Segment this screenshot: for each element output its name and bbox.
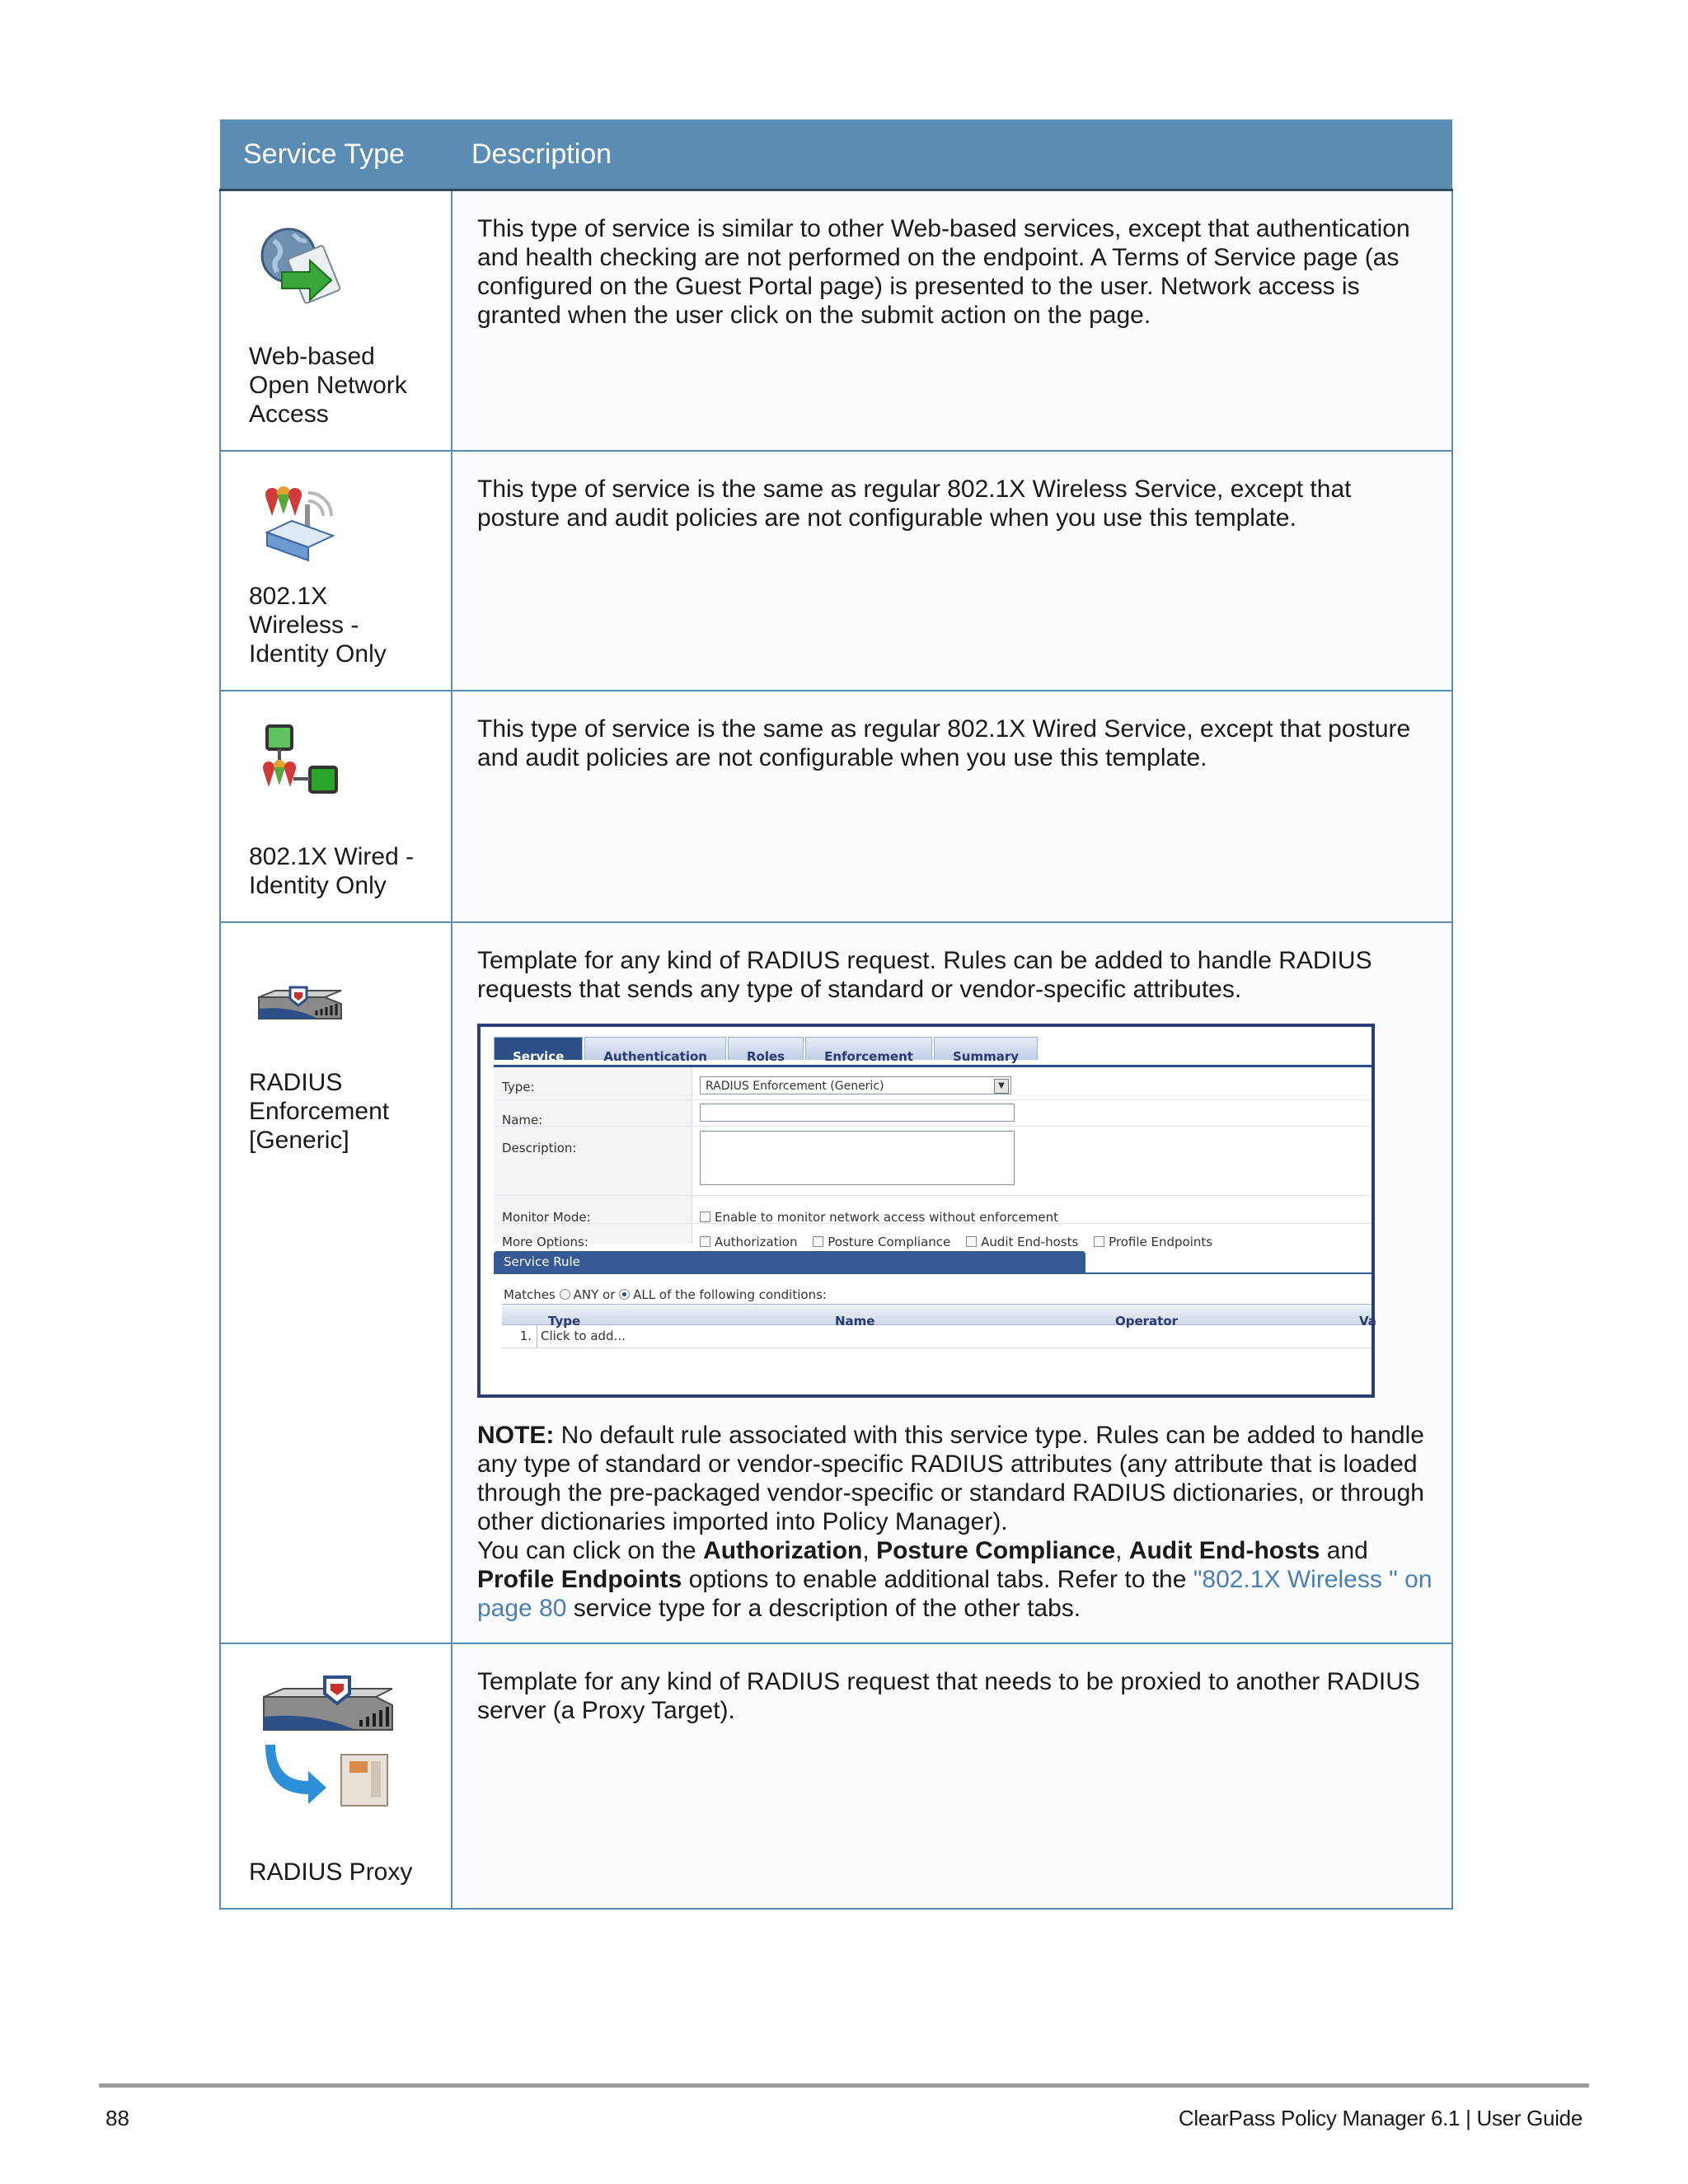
posture-term: Posture Compliance — [876, 1537, 1116, 1564]
description-cell — [452, 1643, 1452, 1909]
footer-divider — [99, 2083, 1589, 2088]
row-description: This type of service is the same as regular 802.1X Wired Service, except that posture and audit policies are not configurable when you use this template. — [477, 715, 1411, 771]
monitor-label: Monitor Mode: — [502, 1210, 591, 1225]
service-type-cell — [220, 922, 452, 1643]
audit-checkbox[interactable] — [966, 1236, 977, 1247]
type-select[interactable] — [700, 1076, 1011, 1094]
name-row — [494, 1101, 1372, 1127]
row-description: Template for any kind of RADIUS request that needs to be proxied to another RADIUS server (a Proxy Target). — [477, 1668, 1420, 1724]
tab-service[interactable]: Service — [494, 1037, 583, 1060]
row-description: Template for any kind of RADIUS request. Rules can be added to handle RADIUS requests that sends any type of standard or vendor-specific attributes. — [477, 947, 1372, 1003]
note-text: No default rule associated with this service type. Rules can be added to handle any type of standard or vendor-specific RADIUS attributes (any attribute that is loaded through the pre-packaged vendor-specific or standard RADIUS dictionaries, or through other dictionaries imported into Policy Manager). — [477, 1422, 1424, 1535]
page-number: 88 — [106, 2106, 129, 2130]
service-rule-header: Service Rule — [494, 1251, 1085, 1272]
service-types-table — [219, 120, 1453, 1910]
service-type-label: Web-based Open Network Access — [249, 343, 407, 428]
table-row — [220, 451, 1452, 691]
authorization-option-label: Authorization — [715, 1235, 798, 1249]
rules-grid-header — [502, 1304, 1376, 1329]
description-label: Description: — [502, 1141, 577, 1155]
column-operator: Operator — [1115, 1314, 1179, 1329]
authorization-term: Authorization — [703, 1537, 863, 1564]
monitor-row — [494, 1200, 1372, 1224]
name-input[interactable] — [700, 1104, 1015, 1122]
profile-option-label: Profile Endpoints — [1109, 1235, 1213, 1249]
click-to-add-cell[interactable]: Click to add... — [537, 1324, 626, 1347]
table-row — [220, 691, 1452, 922]
or-label: or — [603, 1287, 616, 1302]
more-options-row — [494, 1225, 1372, 1249]
note-paragraph — [477, 1421, 1435, 1536]
type-select-value: RADIUS Enforcement (Generic) — [706, 1080, 884, 1093]
header-service-type: Service Type — [220, 120, 452, 190]
row-number: 1. — [519, 1329, 532, 1343]
profile-checkbox[interactable] — [1094, 1236, 1104, 1247]
service-type-cell — [220, 691, 452, 922]
type-row — [494, 1070, 1372, 1100]
all-radio[interactable] — [619, 1289, 630, 1300]
monitor-option-label: Enable to monitor network access without enforcement — [715, 1210, 1059, 1225]
options-paragraph — [477, 1536, 1435, 1623]
wireless-page-link[interactable]: "802.1X Wireless " on page 80 — [477, 1566, 1432, 1622]
footer-title: ClearPass Policy Manager 6.1 | User Guide — [1178, 2106, 1582, 2130]
service-config-screenshot — [477, 1024, 1375, 1398]
service-type-label: 802.1X Wired - Identity Only — [249, 843, 415, 899]
service-type-label: RADIUS Enforcement [Generic] — [249, 1069, 390, 1154]
table-row — [220, 922, 1452, 1643]
table-row — [220, 1643, 1452, 1909]
column-value: Va — [1359, 1314, 1376, 1329]
posture-option-label: Posture Compliance — [828, 1235, 951, 1249]
type-label: Type: — [502, 1080, 535, 1094]
description-input[interactable] — [700, 1131, 1015, 1185]
tab-enforcement[interactable]: Enforcement — [805, 1037, 932, 1060]
name-label: Name: — [502, 1113, 543, 1127]
screenshot-tabs — [494, 1037, 1039, 1064]
header-description: Description — [452, 120, 1452, 190]
wired-identity-icon — [260, 721, 343, 804]
service-type-label: RADIUS Proxy — [249, 1858, 413, 1886]
all-label: ALL of the following conditions: — [633, 1287, 827, 1302]
radius-enforcement-icon — [257, 986, 343, 1022]
service-type-cell — [220, 1643, 452, 1909]
service-type-cell — [220, 451, 452, 691]
description-cell — [452, 190, 1452, 452]
profile-term: Profile Endpoints — [477, 1566, 682, 1593]
audit-term: Audit End-hosts — [1128, 1537, 1320, 1564]
row-description: This type of service is the same as regular 802.1X Wireless Service, except that posture and audit policies are not configurable when you use this template. — [477, 476, 1352, 532]
description-cell — [452, 451, 1452, 691]
table-row — [220, 190, 1452, 452]
separator: , — [862, 1537, 877, 1564]
refer-text: options to enable additional tabs. Refer to the — [682, 1566, 1193, 1593]
audit-option-label: Audit End-hosts — [981, 1235, 1079, 1249]
chevron-down-icon[interactable]: ▼ — [994, 1079, 1009, 1094]
description-cell — [452, 922, 1452, 1643]
row-description: This type of service is similar to other Web-based services, except that authentication and health checking are not performed on the endpoint. A Terms of Service page (as configured on the Guest Portal page) is presented to the user. Network access is granted when the user click on the submit action on the page. — [477, 215, 1410, 329]
tab-authentication[interactable]: Authentication — [584, 1037, 726, 1060]
matches-prefix: Matches — [504, 1287, 556, 1302]
service-rule-divider — [494, 1272, 1372, 1274]
monitor-checkbox[interactable] — [700, 1212, 710, 1222]
column-type: Type — [548, 1314, 581, 1329]
description-cell — [452, 691, 1452, 922]
posture-checkbox[interactable] — [813, 1236, 823, 1247]
tab-summary[interactable]: Summary — [934, 1037, 1038, 1060]
table-row — [502, 1324, 1372, 1348]
web-open-network-icon — [257, 223, 343, 305]
any-radio[interactable] — [560, 1289, 570, 1300]
description-row — [494, 1127, 1372, 1196]
more-options-label: More Options: — [502, 1235, 588, 1249]
service-type-cell — [220, 190, 452, 452]
and-text: and — [1320, 1537, 1368, 1564]
end-text: service type for a description of the other tabs. — [566, 1595, 1081, 1622]
radius-proxy-icon — [262, 1675, 402, 1809]
wireless-identity-icon — [260, 481, 343, 564]
options-intro: You can click on the — [477, 1537, 704, 1564]
any-label: ANY — [573, 1287, 599, 1302]
column-name: Name — [835, 1314, 875, 1329]
service-type-label: 802.1X Wireless - Identity Only — [249, 583, 387, 668]
tab-roles[interactable]: Roles — [728, 1037, 804, 1060]
separator: , — [1115, 1537, 1129, 1564]
authorization-checkbox[interactable] — [700, 1236, 710, 1247]
note-label: NOTE: — [477, 1422, 555, 1449]
